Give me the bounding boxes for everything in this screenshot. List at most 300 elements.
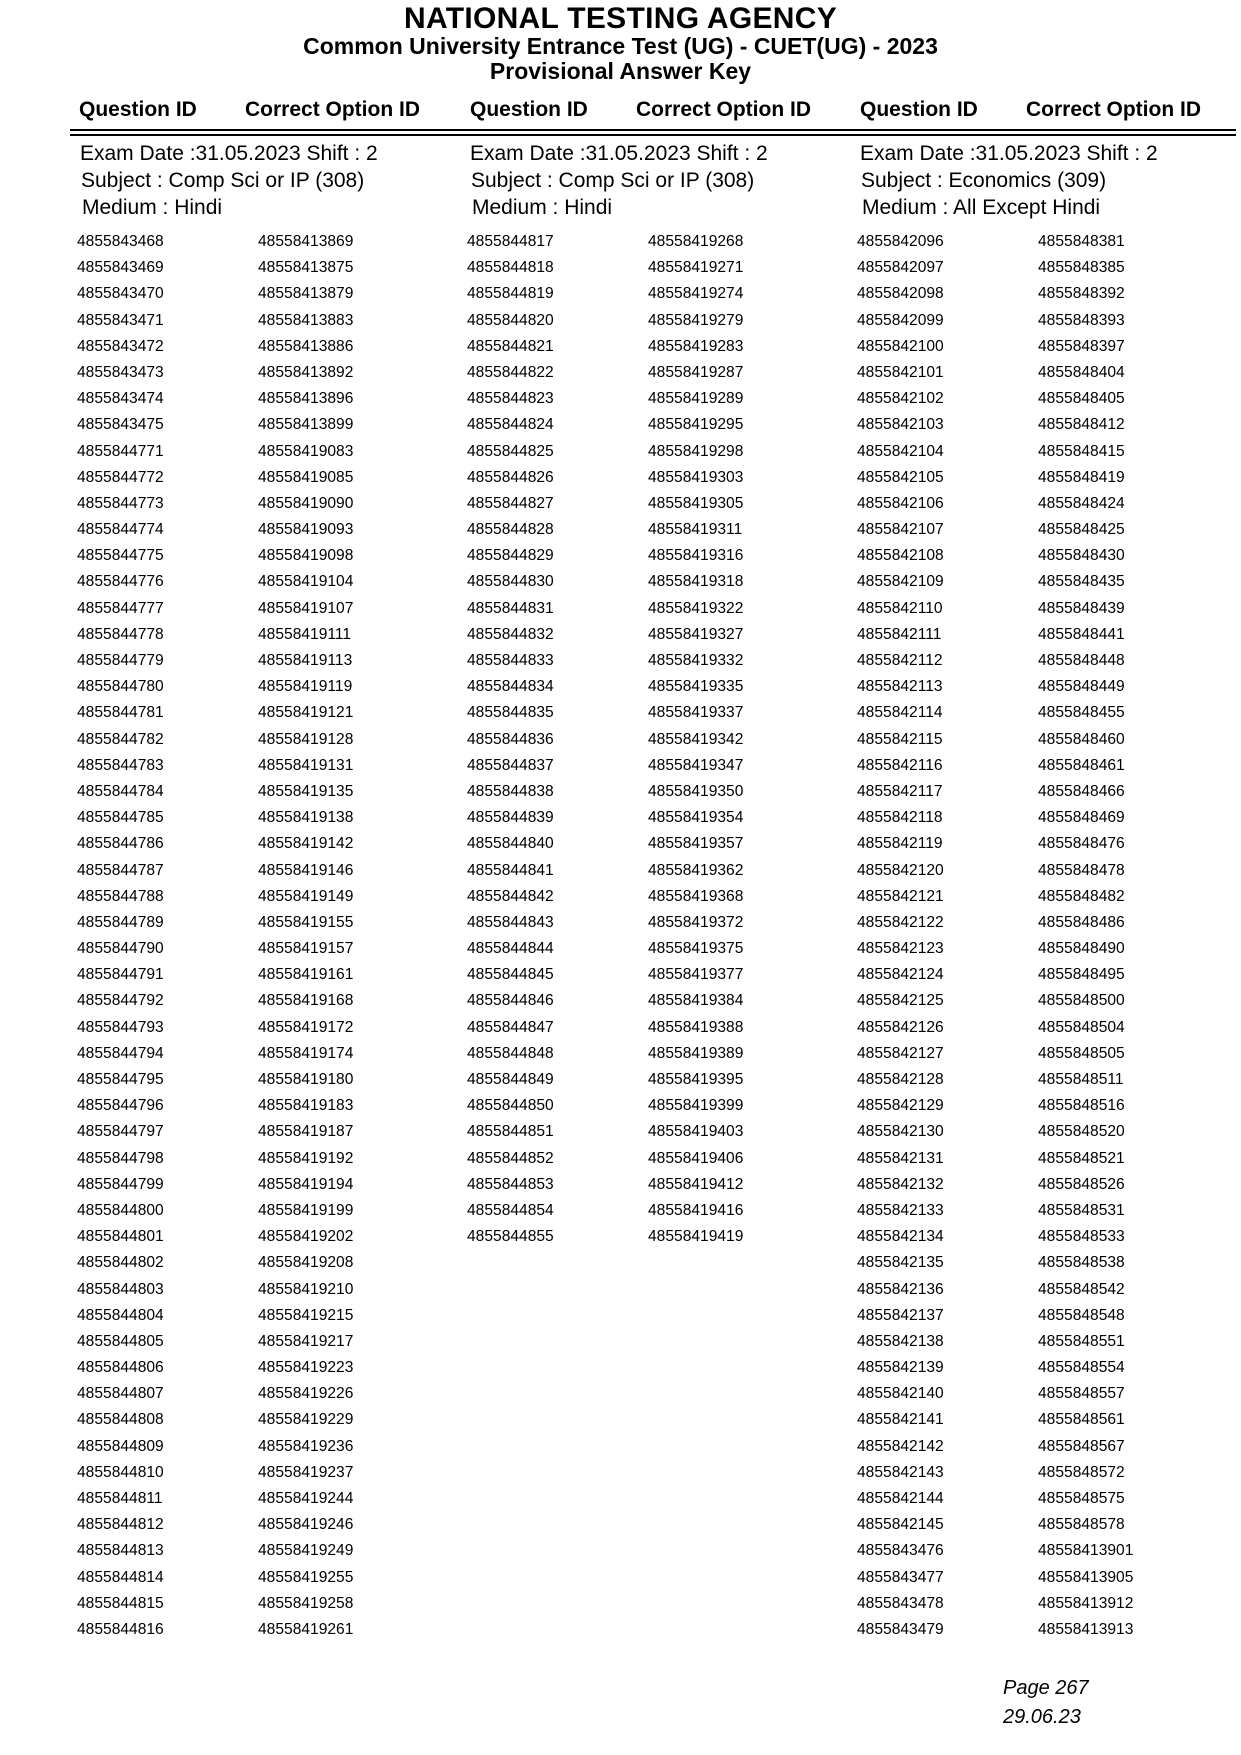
table-row (857, 1355, 1237, 1381)
correct-option-id-cell: 48558419157 (258, 940, 354, 958)
question-id-cell: 4855844816 (77, 1620, 164, 1638)
table-row (77, 753, 457, 779)
table-row (77, 988, 457, 1014)
correct-option-id-cell: 48558419210 (258, 1280, 354, 1298)
correct-option-id-cell: 48558413905 (1038, 1568, 1134, 1586)
question-id-cell: 4855844817 (467, 233, 554, 250)
question-id-cell: 4855844778 (77, 625, 164, 643)
correct-option-id-cell: 48558419406 (648, 1149, 744, 1167)
question-id-cell: 4855844818 (467, 259, 554, 277)
table-row (857, 779, 1237, 805)
correct-option-id-cell: 4855848405 (1038, 390, 1125, 408)
table-row (857, 1119, 1237, 1145)
table-row (857, 1015, 1237, 1041)
correct-option-id-cell: 48558419412 (648, 1175, 744, 1193)
correct-option-id-cell: 4855848469 (1038, 809, 1125, 827)
question-id-cell: 4855842121 (857, 887, 944, 905)
correct-option-id-cell: 48558413912 (1038, 1594, 1134, 1612)
question-id-cell: 4855842105 (857, 468, 944, 486)
table-row (857, 1303, 1237, 1329)
correct-option-id-cell: 48558419098 (258, 547, 354, 565)
correct-option-id-cell: 48558419161 (258, 966, 354, 984)
correct-option-id-cell: 48558419271 (648, 259, 744, 277)
table-row (467, 517, 847, 543)
question-id-cell: 4855842104 (857, 442, 944, 460)
correct-option-id-cell: 48558419389 (648, 1044, 744, 1062)
table-row (467, 988, 847, 1014)
question-id-cell: 4855844796 (77, 1097, 164, 1115)
question-id-cell: 4855844813 (77, 1542, 164, 1560)
question-id-cell: 4855843474 (77, 390, 164, 408)
table-row (467, 491, 847, 517)
question-id-cell: 4855844822 (467, 363, 554, 381)
print-date: 29.06.23 (1003, 1706, 1081, 1728)
correct-option-id-cell: 48558419131 (258, 756, 354, 774)
question-id-cell: 4855843479 (857, 1620, 944, 1638)
question-id-cell: 4855842108 (857, 547, 944, 565)
question-id-cell: 4855842131 (857, 1149, 944, 1167)
question-id-cell: 4855844826 (467, 468, 554, 486)
correct-option-id-cell: 48558419104 (258, 573, 354, 591)
question-id-cell: 4855844833 (467, 652, 554, 669)
correct-option-id-cell: 4855848393 (1038, 311, 1125, 329)
table-row (857, 465, 1237, 491)
correct-option-id-cell: 4855848533 (1038, 1228, 1125, 1246)
question-id-cell: 4855844783 (77, 756, 164, 774)
correct-option-id-cell: 48558419295 (648, 416, 744, 434)
question-id-cell: 4855843470 (77, 285, 164, 303)
question-id-cell: 4855844832 (467, 625, 554, 643)
correct-option-id-cell: 48558419274 (648, 285, 744, 303)
correct-option-id-cell: 48558419416 (648, 1201, 744, 1219)
table-row (467, 255, 847, 281)
table-row (467, 1015, 847, 1041)
correct-option-id-cell: 4855848419 (1038, 468, 1125, 486)
correct-option-id-cell: 48558419202 (258, 1228, 354, 1246)
correct-option-id-cell: 48558413883 (258, 311, 354, 329)
question-id-cell: 4855844784 (77, 782, 164, 800)
table-row (467, 360, 847, 386)
table-row (467, 1198, 847, 1224)
question-id-cell: 4855842103 (857, 416, 944, 434)
question-id-cell: 4855842113 (857, 678, 943, 696)
question-id-cell: 4855842122 (857, 913, 944, 931)
correct-option-id-cell: 48558419236 (258, 1437, 354, 1455)
correct-option-id-cell: 48558419311 (648, 521, 743, 539)
question-id-cell: 4855844854 (467, 1201, 554, 1219)
correct-option-id-cell: 4855848495 (1038, 966, 1125, 984)
table-row (857, 753, 1237, 779)
correct-option-id-cell: 4855848466 (1038, 782, 1125, 800)
question-id-cell: 4855842115 (857, 730, 943, 748)
correct-option-id-cell: 4855848505 (1038, 1044, 1125, 1062)
table-row (857, 543, 1237, 569)
correct-option-id-cell: 48558419223 (258, 1359, 354, 1377)
correct-option-id-cell: 4855848542 (1038, 1280, 1125, 1298)
table-row (857, 884, 1237, 910)
table-row (77, 1303, 457, 1329)
answer-rows (857, 229, 1237, 1643)
table-row (857, 1565, 1237, 1591)
question-id-cell: 4855842132 (857, 1175, 944, 1193)
table-row (857, 1460, 1237, 1486)
question-id-cell: 4855842110 (857, 599, 943, 617)
question-id-cell: 4855842099 (857, 311, 944, 329)
correct-option-id-cell: 48558413879 (258, 285, 354, 303)
question-id-cell: 4855844831 (467, 599, 554, 617)
header-divider-bottom (70, 134, 1236, 136)
answer-rows (467, 229, 847, 1250)
table-row (77, 1198, 457, 1224)
table-row (467, 1067, 847, 1093)
table-row (77, 1381, 457, 1407)
correct-option-id-cell: 48558419377 (648, 966, 744, 984)
question-id-cell: 4855844824 (467, 416, 554, 434)
table-row (467, 805, 847, 831)
question-id-cell: 4855844841 (467, 861, 554, 879)
subject: Subject : Comp Sci or IP (308) (471, 168, 755, 192)
correct-option-id-cell: 4855848392 (1038, 285, 1125, 303)
table-row (77, 1146, 457, 1172)
correct-option-id-cell: 48558419354 (648, 809, 744, 827)
table-row (467, 386, 847, 412)
question-id-cell: 4855844844 (467, 940, 554, 958)
table-row (857, 1329, 1237, 1355)
question-id-cell: 4855842116 (857, 756, 943, 774)
table-row (77, 517, 457, 543)
question-id-cell: 4855844846 (467, 992, 554, 1010)
table-row (857, 412, 1237, 438)
correct-option-id-cell: 48558419174 (258, 1044, 354, 1062)
table-row (857, 622, 1237, 648)
table-row (857, 1591, 1237, 1617)
correct-option-id-cell: 48558419318 (648, 573, 744, 591)
table-row (467, 465, 847, 491)
table-row (77, 1093, 457, 1119)
table-row (467, 753, 847, 779)
table-row (77, 936, 457, 962)
correct-option-id-cell: 48558419138 (258, 809, 354, 827)
table-row (857, 255, 1237, 281)
table-row (77, 360, 457, 386)
question-id-cell: 4855844808 (77, 1411, 164, 1429)
answer-key-block (857, 141, 1237, 1638)
question-id-cell: 4855844812 (77, 1516, 164, 1534)
correct-option-id-cell: 48558419119 (258, 678, 353, 696)
correct-option-id-cell: 4855848478 (1038, 861, 1125, 879)
question-id-cell: 4855844785 (77, 809, 164, 827)
exam-date: Exam Date :31.05.2023 Shift : 2 (860, 142, 1158, 165)
table-row (77, 569, 457, 595)
correct-option-id-cell: 48558419107 (258, 599, 354, 617)
column-header-correct-option-id-3: Correct Option ID (1026, 98, 1202, 121)
answer-rows (77, 229, 457, 1643)
question-id-cell: 4855844810 (77, 1463, 164, 1481)
question-id-cell: 4855842127 (857, 1044, 944, 1062)
question-id-cell: 4855842139 (857, 1359, 944, 1377)
table-row (77, 1250, 457, 1276)
question-id-cell: 4855842136 (857, 1280, 944, 1298)
table-row (77, 229, 457, 255)
question-id-cell: 4855842130 (857, 1123, 944, 1141)
table-row (857, 1224, 1237, 1250)
question-id-cell: 4855844828 (467, 521, 554, 539)
table-row (857, 674, 1237, 700)
table-row (467, 779, 847, 805)
question-id-cell: 4855844793 (77, 1018, 164, 1036)
table-row (857, 1172, 1237, 1198)
table-row (857, 1538, 1237, 1564)
question-id-cell: 4855844851 (467, 1123, 554, 1141)
correct-option-id-cell: 48558419316 (648, 547, 744, 565)
correct-option-id-cell: 48558413869 (258, 233, 354, 250)
question-id-cell: 4855844776 (77, 573, 164, 591)
correct-option-id-cell: 48558419128 (258, 730, 354, 748)
correct-option-id-cell: 48558413896 (258, 390, 354, 408)
question-id-cell: 4855843469 (77, 259, 164, 277)
table-row (857, 1434, 1237, 1460)
correct-option-id-cell: 4855848397 (1038, 337, 1125, 355)
table-row (77, 412, 457, 438)
correct-option-id-cell: 4855848575 (1038, 1490, 1125, 1507)
question-id-cell: 4855842117 (857, 782, 943, 800)
table-row (77, 334, 457, 360)
question-id-cell: 4855842129 (857, 1097, 944, 1115)
question-id-cell: 4855842098 (857, 285, 944, 303)
correct-option-id-cell: 48558419372 (648, 913, 744, 931)
question-id-cell: 4855844804 (77, 1306, 164, 1324)
question-id-cell: 4855842109 (857, 573, 944, 591)
correct-option-id-cell: 48558419142 (258, 835, 354, 853)
question-id-cell: 4855844809 (77, 1437, 164, 1455)
table-row (857, 308, 1237, 334)
table-row (857, 386, 1237, 412)
document-type: Provisional Answer Key (489, 58, 752, 84)
correct-option-id-cell: 48558419419 (648, 1228, 744, 1246)
table-row (77, 674, 457, 700)
correct-option-id-cell: 48558419180 (258, 1071, 354, 1088)
correct-option-id-cell: 4855848482 (1038, 887, 1125, 905)
table-row (77, 596, 457, 622)
question-id-cell: 4855842124 (857, 966, 944, 984)
table-row (467, 543, 847, 569)
question-id-cell: 4855844855 (467, 1228, 554, 1246)
question-id-cell: 4855843475 (77, 416, 164, 434)
correct-option-id-cell: 48558419187 (258, 1123, 354, 1141)
correct-option-id-cell: 48558419194 (258, 1175, 354, 1193)
correct-option-id-cell: 48558419322 (648, 599, 744, 617)
correct-option-id-cell: 48558419283 (648, 337, 744, 355)
question-id-cell: 4855842128 (857, 1071, 944, 1088)
table-row (467, 596, 847, 622)
question-id-cell: 4855842107 (857, 521, 944, 539)
question-id-cell: 4855844781 (77, 704, 164, 722)
correct-option-id-cell: 48558413886 (258, 337, 354, 355)
correct-option-id-cell: 4855848500 (1038, 992, 1125, 1010)
table-row (77, 1538, 457, 1564)
table-row (857, 517, 1237, 543)
table-row (467, 1146, 847, 1172)
question-id-cell: 4855844843 (467, 913, 554, 931)
question-id-cell: 4855843478 (857, 1594, 944, 1612)
table-row (857, 1381, 1237, 1407)
table-row (467, 622, 847, 648)
correct-option-id-cell: 48558419183 (258, 1097, 354, 1115)
table-row (857, 1198, 1237, 1224)
table-row (857, 281, 1237, 307)
correct-option-id-cell: 48558419303 (648, 468, 744, 486)
question-id-cell: 4855843476 (857, 1542, 944, 1560)
table-row (77, 1486, 457, 1512)
question-id-cell: 4855844840 (467, 835, 554, 853)
table-row (467, 884, 847, 910)
table-row (77, 779, 457, 805)
question-id-cell: 4855844775 (77, 547, 164, 565)
subject: Subject : Comp Sci or IP (308) (81, 168, 365, 192)
question-id-cell: 4855844823 (467, 390, 554, 408)
table-row (467, 412, 847, 438)
question-id-cell: 4855844773 (77, 494, 164, 512)
correct-option-id-cell: 4855848486 (1038, 913, 1125, 931)
question-id-cell: 4855844806 (77, 1359, 164, 1377)
table-row (857, 1250, 1237, 1276)
question-id-cell: 4855842144 (857, 1490, 944, 1507)
table-row (857, 1041, 1237, 1067)
table-row (77, 1512, 457, 1538)
question-id-cell: 4855844772 (77, 468, 164, 486)
question-id-cell: 4855844850 (467, 1097, 554, 1115)
column-header-question-id-3: Question ID (860, 98, 978, 121)
correct-option-id-cell: 48558419403 (648, 1123, 744, 1141)
question-id-cell: 4855844799 (77, 1175, 164, 1193)
table-row (857, 1486, 1237, 1512)
table-row (77, 910, 457, 936)
correct-option-id-cell: 48558413901 (1038, 1542, 1134, 1560)
table-row (77, 1460, 457, 1486)
correct-option-id-cell: 48558419388 (648, 1018, 744, 1036)
question-id-cell: 4855844805 (77, 1332, 164, 1350)
question-id-cell: 4855842143 (857, 1463, 944, 1481)
table-row (467, 910, 847, 936)
correct-option-id-cell: 4855848404 (1038, 363, 1125, 381)
column-header-correct-option-id-2: Correct Option ID (636, 98, 812, 121)
correct-option-id-cell: 4855848526 (1038, 1175, 1125, 1193)
correct-option-id-cell: 48558419215 (258, 1306, 354, 1324)
question-id-cell: 4855844774 (77, 521, 164, 539)
table-row (467, 962, 847, 988)
question-id-cell: 4855844791 (77, 966, 164, 984)
table-row (467, 727, 847, 753)
table-row (77, 1355, 457, 1381)
correct-option-id-cell: 48558419298 (648, 442, 744, 460)
correct-option-id-cell: 4855848461 (1038, 756, 1125, 774)
table-row (857, 805, 1237, 831)
correct-option-id-cell: 4855848567 (1038, 1437, 1125, 1455)
table-row (77, 727, 457, 753)
question-id-cell: 4855842140 (857, 1385, 944, 1403)
correct-option-id-cell: 4855848385 (1038, 259, 1125, 277)
correct-option-id-cell: 4855848460 (1038, 730, 1125, 748)
correct-option-id-cell: 48558413892 (258, 363, 354, 381)
question-id-cell: 4855842141 (857, 1411, 944, 1429)
column-header-question-id-1: Question ID (79, 98, 197, 121)
table-row (857, 1512, 1237, 1538)
correct-option-id-cell: 48558419121 (258, 704, 354, 722)
table-row (467, 1172, 847, 1198)
question-id-cell: 4855842112 (857, 652, 943, 669)
correct-option-id-cell: 48558419255 (258, 1568, 354, 1586)
table-row (467, 1041, 847, 1067)
correct-option-id-cell: 4855848415 (1038, 442, 1125, 460)
table-row (467, 648, 847, 674)
correct-option-id-cell: 48558419384 (648, 992, 744, 1010)
question-id-cell: 4855844814 (77, 1568, 164, 1586)
question-id-cell: 4855844787 (77, 861, 164, 879)
question-id-cell: 4855844779 (77, 652, 164, 669)
correct-option-id-cell: 4855848490 (1038, 940, 1125, 958)
correct-option-id-cell: 48558419208 (258, 1254, 354, 1272)
question-id-cell: 4855844845 (467, 966, 554, 984)
correct-option-id-cell: 48558419093 (258, 521, 354, 539)
correct-option-id-cell: 48558419192 (258, 1149, 354, 1167)
table-row (857, 936, 1237, 962)
question-id-cell: 4855844842 (467, 887, 554, 905)
table-row (77, 1617, 457, 1643)
agency-title: NATIONAL TESTING AGENCY (403, 2, 838, 35)
table-row (77, 308, 457, 334)
table-row (467, 229, 847, 255)
medium: Medium : All Except Hindi (862, 195, 1101, 219)
table-row (77, 1041, 457, 1067)
table-row (857, 1146, 1237, 1172)
table-row (77, 491, 457, 517)
table-row (77, 1277, 457, 1303)
correct-option-id-cell: 48558419090 (258, 494, 354, 512)
correct-option-id-cell: 4855848548 (1038, 1306, 1125, 1324)
question-id-cell: 4855843473 (77, 363, 164, 381)
table-row (77, 1172, 457, 1198)
correct-option-id-cell: 48558419149 (258, 887, 354, 905)
question-id-cell: 4855844815 (77, 1594, 164, 1612)
correct-option-id-cell: 48558419261 (258, 1620, 354, 1638)
question-id-cell: 4855844849 (467, 1071, 554, 1088)
table-row (77, 962, 457, 988)
question-id-cell: 4855843472 (77, 337, 164, 355)
question-id-cell: 4855842133 (857, 1201, 944, 1219)
question-id-cell: 4855844771 (77, 442, 164, 460)
table-row (857, 569, 1237, 595)
correct-option-id-cell: 4855848412 (1038, 416, 1125, 434)
table-row (857, 229, 1237, 255)
medium: Medium : Hindi (82, 195, 223, 219)
correct-option-id-cell: 48558419335 (648, 678, 744, 696)
question-id-cell: 4855842096 (857, 233, 944, 250)
correct-option-id-cell: 48558419395 (648, 1071, 744, 1088)
correct-option-id-cell: 4855848531 (1038, 1201, 1125, 1219)
question-id-cell: 4855844835 (467, 704, 554, 722)
table-row (857, 596, 1237, 622)
correct-option-id-cell: 48558419279 (648, 311, 744, 329)
table-row (467, 700, 847, 726)
table-row (857, 700, 1237, 726)
correct-option-id-cell: 48558419199 (258, 1201, 354, 1219)
question-id-cell: 4855842100 (857, 337, 944, 355)
table-row (857, 439, 1237, 465)
subject: Subject : Economics (309) (861, 168, 1107, 192)
table-row (77, 439, 457, 465)
table-row (857, 334, 1237, 360)
question-id-cell: 4855842138 (857, 1332, 944, 1350)
